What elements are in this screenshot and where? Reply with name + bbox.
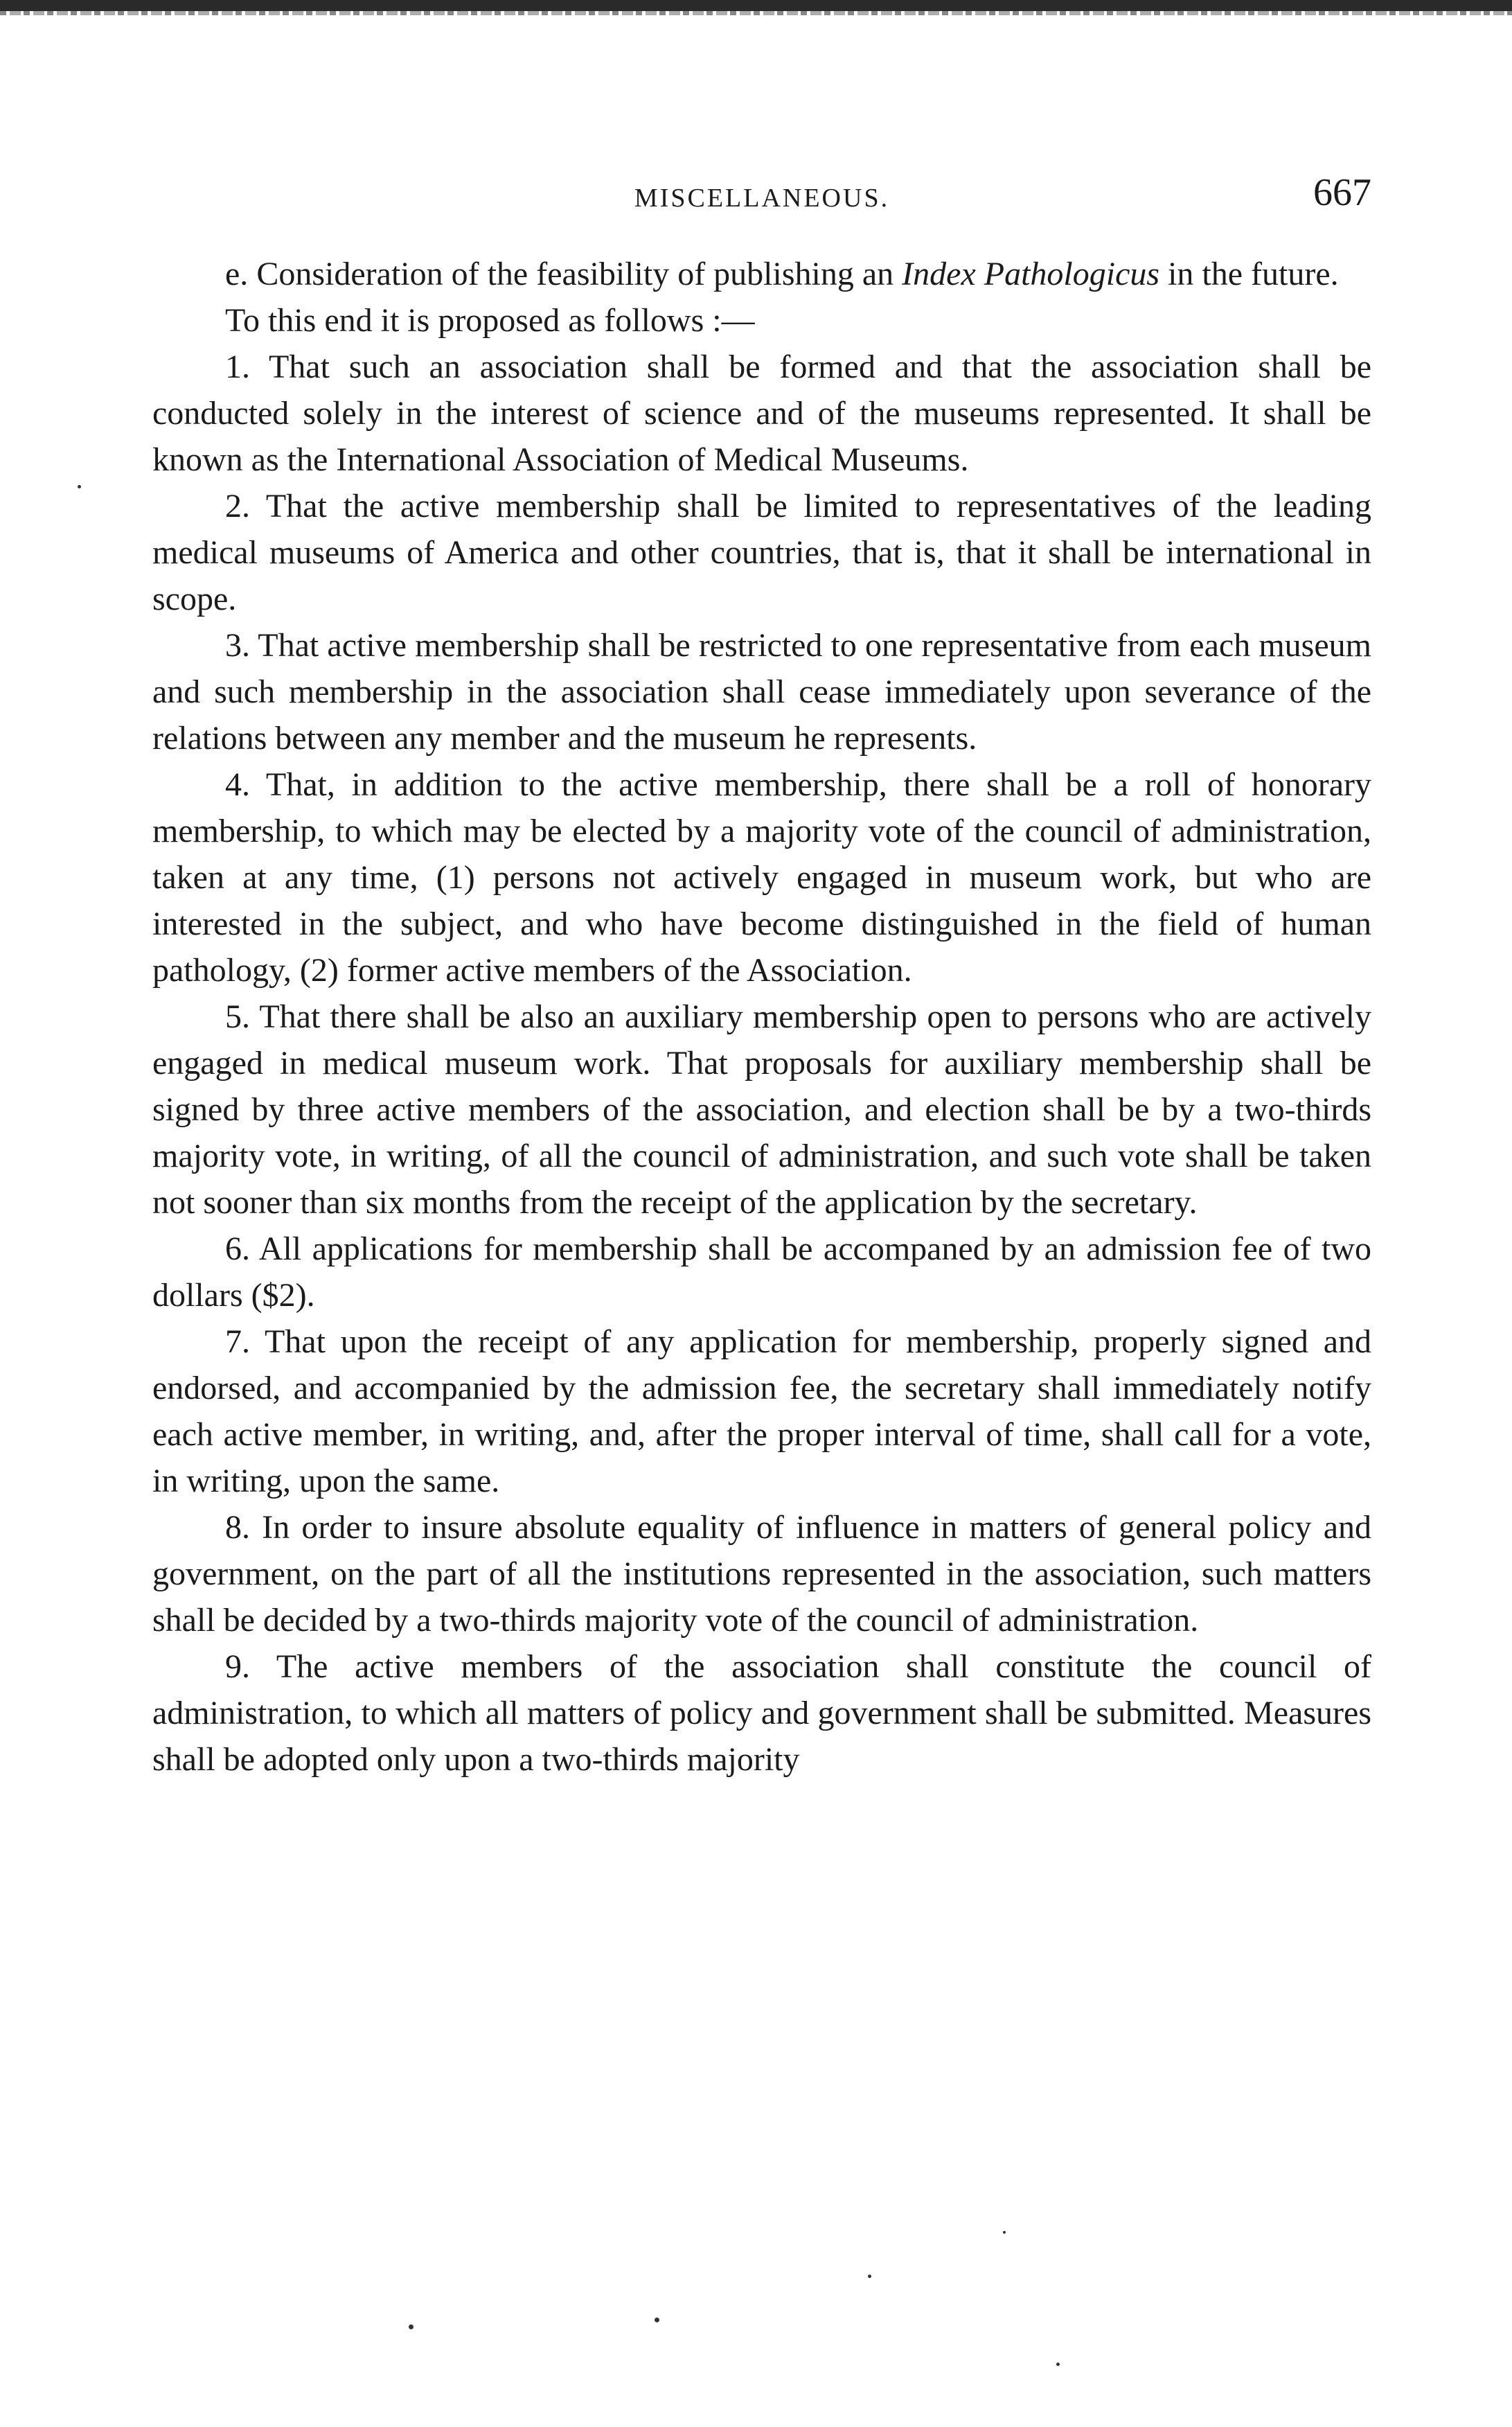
item-7: 7. That upon the receipt of any application for membership, properly signed and endorsed, and accompanied by the admission fee, the secretary shall immediately notify each active member, in writing, and, after the proper interval of time, shall call for a vote, in writing, upon the same. [152, 1323, 1371, 1499]
page-number: 667 [1313, 171, 1371, 214]
item-9: 9. The active members of the association shall constitute the council of administration, to which all matters of policy and government shall be submitted. Measures shall be adopted only upon a two-thirds majority [152, 1648, 1371, 1778]
paragraph-e-label: e. [225, 256, 249, 292]
index-pathologicus-title: Index Pathologicus [902, 256, 1160, 292]
item-4: 4. That, in addition to the active membership, there shall be a roll of honorary membership, to which may be elected by a majority vote of the council of administration, taken at any time, (1) persons not actively engaged in museum work, but who are interested in the subject, and who have become distinguished in the field of human pathology, (2) former active members of the Association. [152, 766, 1371, 989]
scan-speck [655, 2318, 659, 2322]
item-3: 3. That active membership shall be restricted to one representative from each museum and such membership in the association shall cease immediately upon severance of the relations between any member and the museum he represents. [152, 627, 1371, 757]
item-2: 2. That the active membership shall be limited to representatives of the leading medical museums of America and other countries, that is, that it shall be international in scope. [152, 488, 1371, 617]
paragraph-e-text: Consideration of the feasibility of publishing an [248, 256, 902, 292]
page-body [152, 251, 1371, 1783]
item-8: 8. In order to insure absolute equality of influence in matters of general policy and government, on the part of all the institutions represented in the association, such matters shall be decided by a two-thirds majority vote of the council of administration. [152, 1509, 1371, 1639]
section-title: MISCELLANEOUS. [634, 184, 890, 213]
item-1: 1. That such an association shall be formed and that the association shall be conducted solely in the interest of science and of the museums represented. It shall be known as the International Association of Medical Museums. [152, 348, 1371, 478]
scan-edge-fringe [0, 11, 1512, 15]
scan-speck [1056, 2363, 1060, 2366]
intro-paragraph: To this end it is proposed as follows :— [225, 302, 755, 339]
running-head [152, 166, 1371, 222]
scan-speck [1003, 2231, 1006, 2234]
item-5: 5. That there shall be also an auxiliary membership open to persons who are actively engaged in medical museum work. That proposals for auxiliary membership shall be signed by three active members of the association, and election shall be by a two-thirds majority vote, in writing, of all the council of administration, and such vote shall be taken not sooner than six months from the receipt of the application by the secretary. [152, 998, 1371, 1221]
scan-speck [409, 2324, 413, 2329]
scan-speck [868, 2275, 871, 2278]
paragraph-e [152, 251, 1371, 297]
scan-top-edge [0, 0, 1512, 11]
paragraph-e-end: in the future. [1159, 256, 1339, 292]
item-6: 6. All applications for membership shall be accompaned by an admission fee of two dollars ($2). [152, 1230, 1371, 1314]
scan-speck [78, 485, 81, 488]
